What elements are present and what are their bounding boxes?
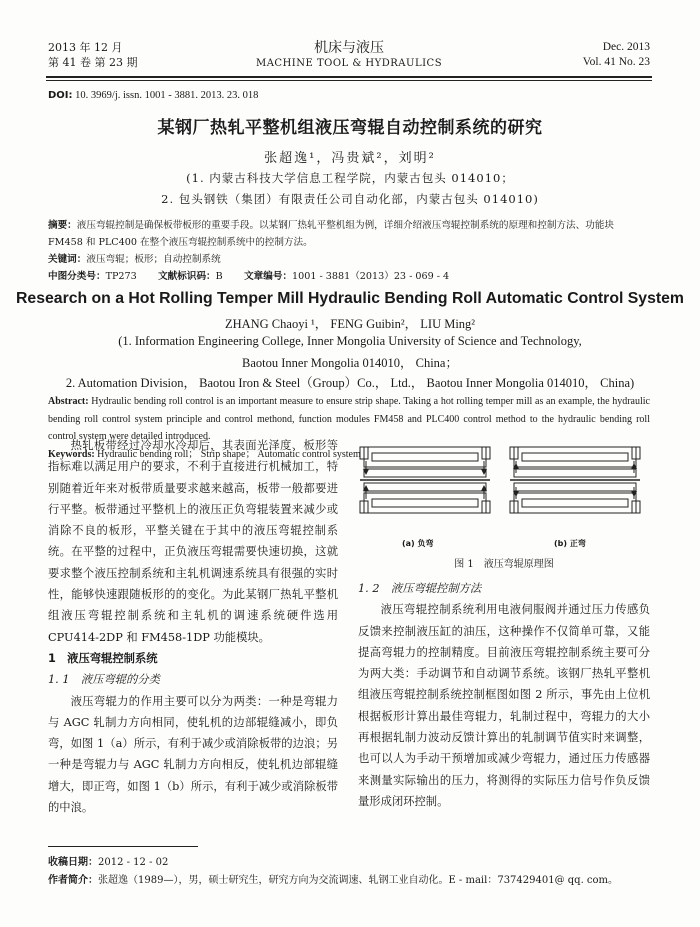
figure-label-b: (b) 正弯 (554, 539, 586, 548)
header-date-cn: 2013 年 12 月 (48, 41, 123, 54)
subsection-heading: 1. 2 液压弯辊控制方法 (358, 582, 482, 595)
author-bio-label: 作者简介： (48, 875, 98, 886)
received-label: 收稿日期： (48, 857, 98, 868)
journal-title-cn: 机床与液压 (314, 40, 384, 56)
subsection-heading: 1. 1 液压弯辊的分类 (48, 673, 160, 687)
journal-title-en: MACHINE TOOL & HYDRAULICS (255, 58, 443, 69)
footnote-author (48, 871, 650, 886)
doccode-value: B (215, 271, 223, 282)
paper-title-en: Research on a Hot Rolling Temper Mill Hydraulic Bending Roll Automatic Control System (16, 290, 684, 307)
clc-value: TP273 (105, 271, 137, 282)
footnote-rule (48, 846, 198, 847)
figure-caption: 图 1 液压弯辊原理图 (454, 559, 554, 570)
header-date-en: Dec. 2013 (602, 41, 650, 53)
header-volume-en: Vol. 41 No. 23 (582, 56, 650, 68)
figure-1 (358, 443, 650, 571)
article-no-label: 文章编号： (244, 271, 293, 282)
section-heading: 1 液压弯辊控制系统 (48, 651, 158, 665)
abstract-cn-label: 摘要： (48, 220, 77, 231)
received-date: 2012 - 12 - 02 (98, 857, 169, 868)
classification-line (48, 268, 650, 285)
footnote-received (48, 853, 650, 868)
header-center (48, 40, 650, 71)
affiliation-cn-1: (1. 内蒙古科技大学信息工程学院，内蒙古包头 014010； (186, 171, 514, 185)
affiliation-cn-2: 2. 包头钢铁（集团）有限责任公司自动化部，内蒙古包头 014010) (161, 192, 539, 206)
keywords-cn (48, 251, 650, 268)
keywords-cn-label: 关键词： (48, 254, 87, 265)
header-right (583, 40, 650, 70)
affiliation-en-1: (1. Information Engineering College, Inner Mongolia University of Science and Technology, (118, 334, 582, 348)
body-left-column (48, 435, 338, 818)
abstract-en-text: Hydraulic bending roll control is an important measure to ensure strip shape. Taking a hot rolling temper mill as an example, the hydraulic bending roll control system principle and control methond, function modules FM458 and PLC400 control method to the hydraulic bending roll control system were detailed introduced. (48, 396, 650, 442)
figure-label-a: (a) 负弯 (402, 539, 434, 548)
authors-en: ZHANG Chaoyi ¹， FENG Guibin²， LIU Ming² (224, 317, 476, 331)
header-volume-cn: 第 41 卷 第 23 期 (48, 56, 138, 69)
affiliation-en-3: 2. Automation Division， Baotou Iron & Steel（Group）Co.， Ltd.， Baotou Inner Mongolia 014010， China) (65, 376, 635, 390)
body-right-column (358, 578, 650, 812)
abstract-cn-body (48, 217, 650, 251)
keywords-en-text: Hydraulic bending roll； Strip shape； Automatic control system (97, 448, 361, 460)
roll-bending-diagram (358, 443, 650, 551)
header-rule-thick (46, 76, 652, 78)
abstract-cn-text: 液压弯辊控制是确保板带板形的重要手段。以某钢厂热轧平整机组为例，详细介绍液压弯辊控制系统的原理和控制方法、功能块 FM458 和 PLC400 在整个液压弯辊控制系统中的控制方法。 (48, 220, 615, 248)
body-paragraph: 热轧板带经过冷却水冷却后，其表面光泽度、板形等指标难以满足用户的要求，不利于直接进行机械加工，特别随着近年来对板带质量要求越来越高，板带一般都要进行平整。板带通过平整机上的液压正负弯辊装置来减少或消除不良的板形，平整关键在于其中的液压弯辊控制系统。在平整的过程中，正负液压弯辊需要快速切换，这就要求整个液压控制系统和主轧机调速系统具有很强的实时性，能够快速跟随板形的的变化。为此某钢厂热轧平整机组液压弯辊控制系统和主轧机的调速系统硬件选用 CPU414-2DP 和 FM458-1DP 功能模块。 (48, 439, 338, 644)
keywords-cn-text: 液压弯辊；板形；自动控制系统 (86, 254, 221, 265)
header-rule-thin (46, 80, 652, 81)
affiliation-en-2: Baotou Inner Mongolia 014010， China； (242, 356, 458, 370)
abstract-en-label: Abstract: (48, 396, 89, 407)
body-paragraph: 液压弯辊力的作用主要可以分为两类：一种是弯辊力与 AGC 轧制力方向相同，使轧机的边部辊缝减小，即负弯，如图 1（a）所示，有利于减少或消除板带的边浪；另一种是弯辊力与 AGC 轧制力方向相反，使轧机边部辊缝增大，即正弯，如图 1（b）所示，有利于减少或消除板带的中浪。 (48, 694, 338, 815)
running-header (48, 40, 650, 70)
abstract-cn (48, 217, 650, 285)
authors-cn: 张超逸¹，冯贵斌²，刘明² (264, 151, 436, 166)
keywords-en-label: Keywords: (48, 448, 95, 460)
author-bio: 张超逸（1989—），男，硕士研究生，研究方向为交流调速、轧钢工业自动化。E - mail：737429401@ qq. com。 (98, 875, 619, 886)
paper-title-cn: 某钢厂热轧平整机组液压弯辊自动控制系统的研究 (157, 118, 543, 138)
doi-label: DOI: (48, 90, 73, 101)
clc-label: 中图分类号： (48, 271, 106, 282)
doccode-label: 文献标识码： (158, 271, 216, 282)
body-paragraph: 液压弯辊控制系统利用电液伺服阀并通过压力传感负反馈来控制液压缸的油压，这种操作不仅简单可靠，又能提高弯辊力的控制精度。目前液压弯辊控制系统主要可分为两大类：手动调节和自动调节系统。该钢厂热轧平整机组液压弯辊控制系统控制框图如图 2 所示，事先由上位机根据板形计算出最佳弯辊力，轧制过程中，弯辊力的大小再根据轧制力波动反馈计算出的轧制调节值实时来调整，也可以人为手动干预增加或减少弯辊力，通过压力传感器来测量实际输出的压力，将测得的实际压力信号作负反馈量形成闭环控制。 (358, 603, 650, 808)
doi-line (48, 90, 258, 101)
article-no-value: 1001 - 3881（2013）23 - 069 - 4 (292, 271, 450, 282)
doi-value: 10. 3969/j. issn. 1001 - 3881. 2013. 23. 018 (75, 90, 259, 101)
